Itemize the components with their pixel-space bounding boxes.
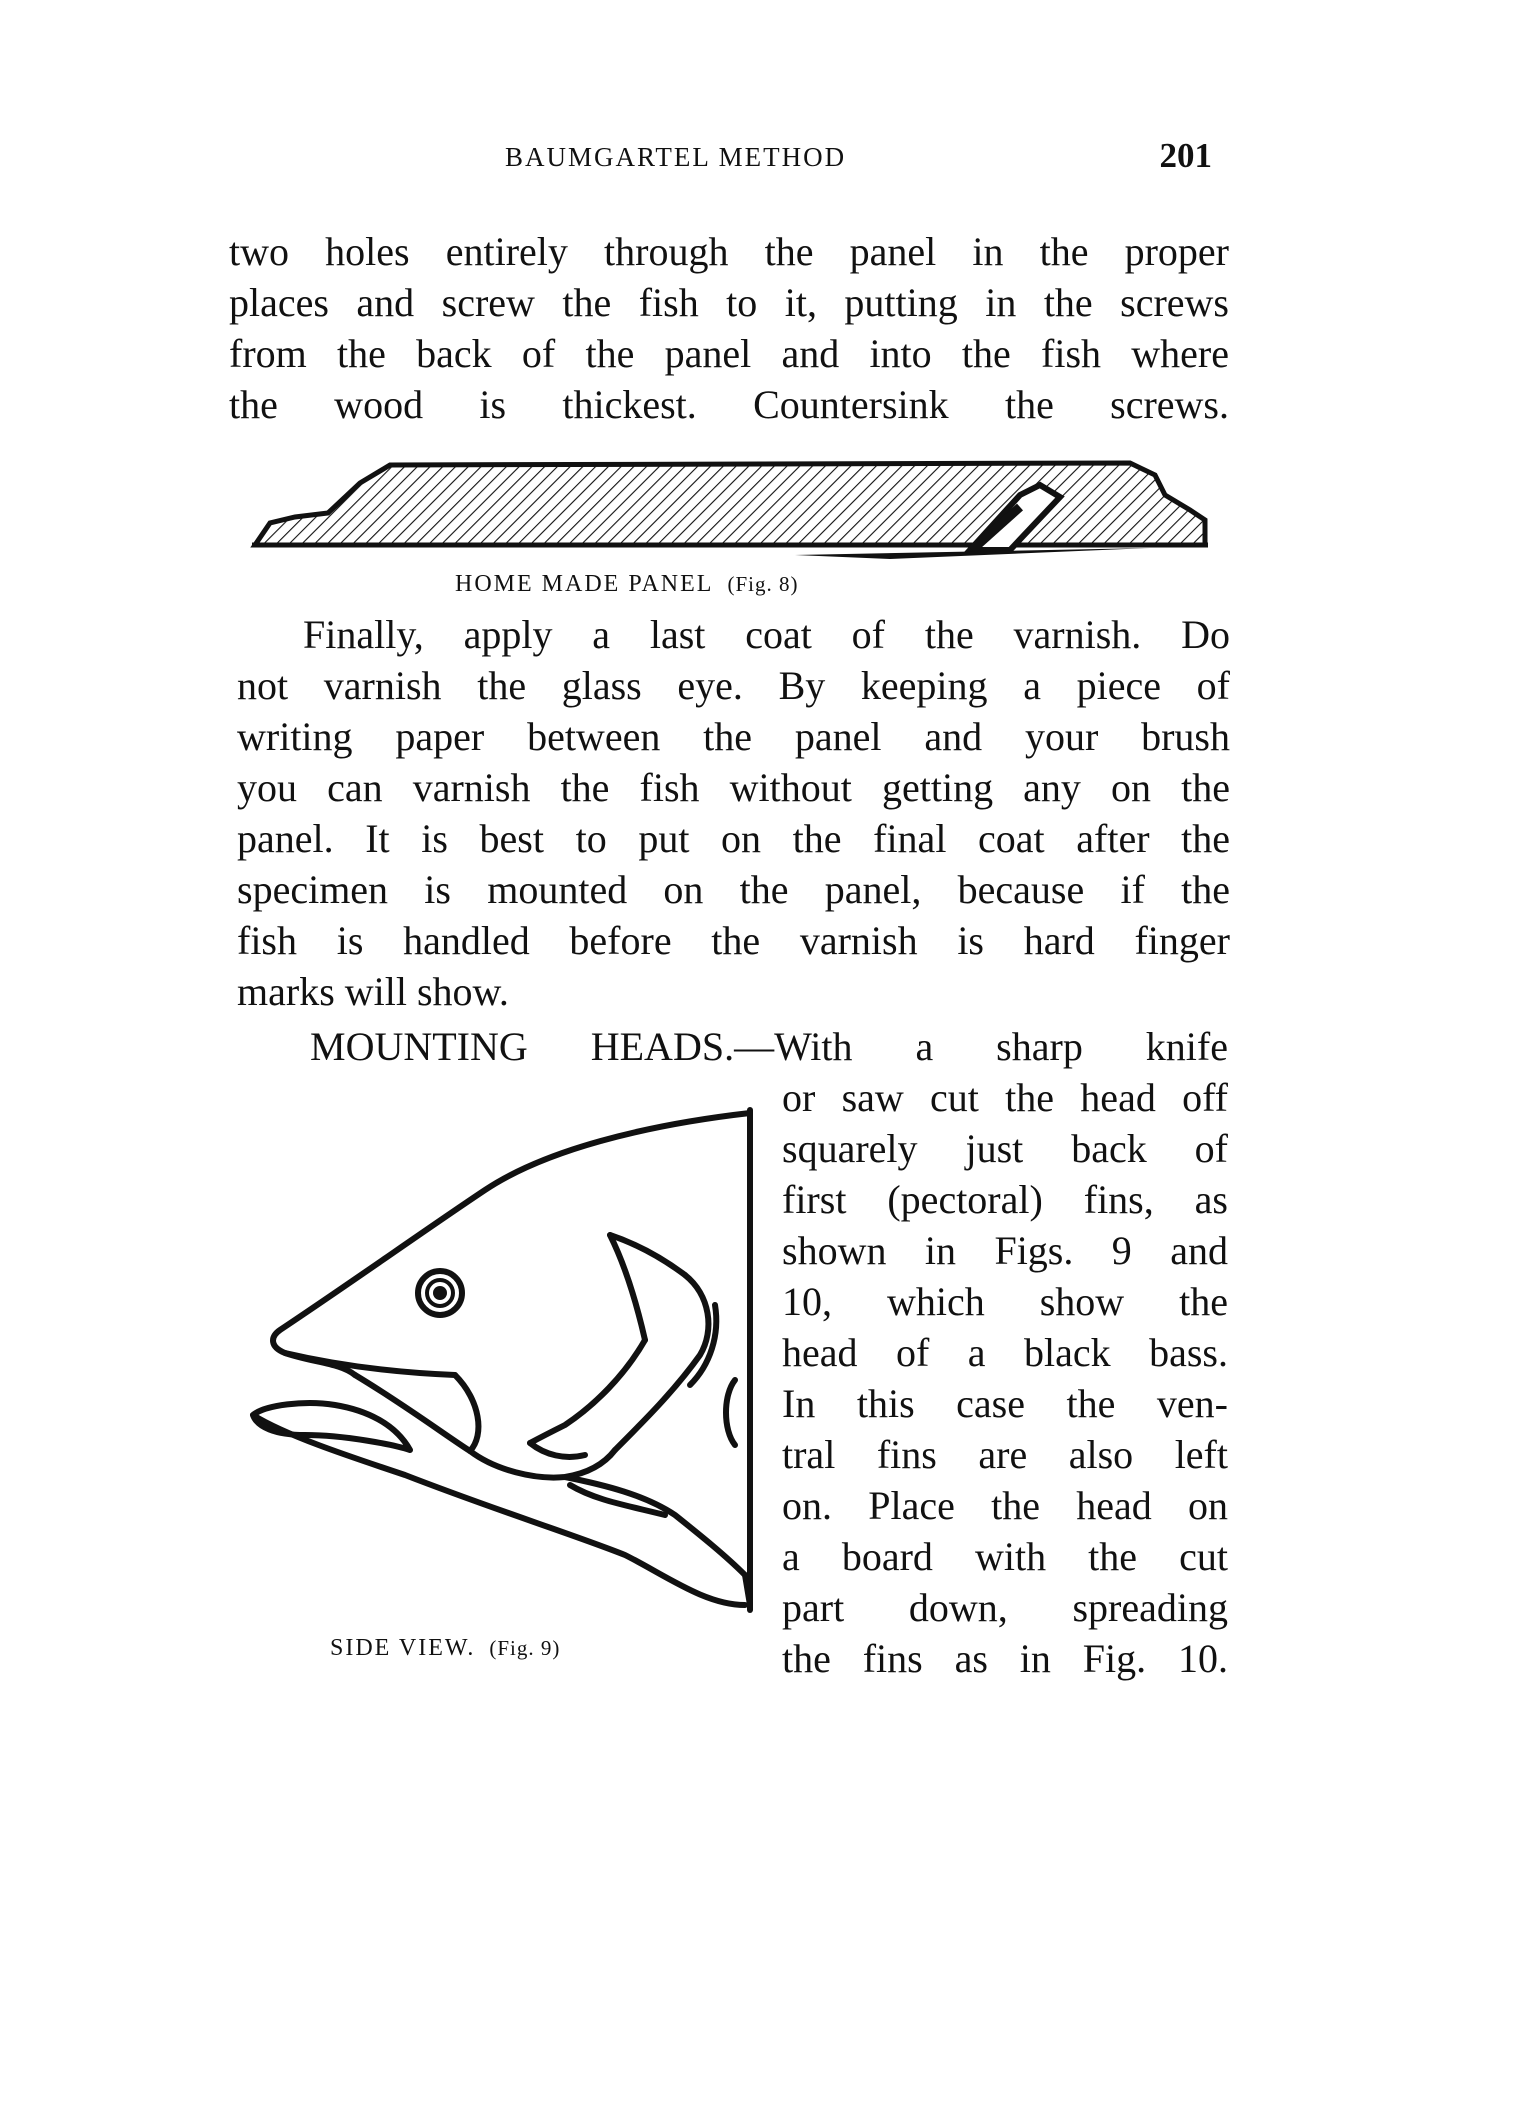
text-line: part down, spreading — [782, 1585, 1228, 1630]
text-line: on. Place the head on — [782, 1483, 1228, 1528]
figure-caption-fig8 — [455, 571, 798, 598]
text-line: a board with the cut — [782, 1534, 1228, 1579]
text-line: marks will show. — [237, 969, 509, 1014]
text-line: shown in Figs. 9 and — [782, 1228, 1228, 1273]
text-line: tral fins are also left — [782, 1432, 1228, 1477]
text-line: you can varnish the fish without getting any on the — [237, 765, 1230, 810]
text-line: MOUNTING HEADS.—With a sharp knife — [310, 1024, 1228, 1069]
text-line: first (pectoral) fins, as — [782, 1177, 1228, 1222]
paragraph-varnish — [237, 609, 1230, 1017]
caption-text: HOME MADE PANEL — [455, 571, 714, 597]
paragraph-mounting-heads-lead — [310, 1021, 1228, 1072]
text-line: not varnish the glass eye. By keeping a piece of — [237, 663, 1230, 708]
text-line: the wood is thickest. Countersink the screws. — [229, 382, 1229, 427]
text-line: fish is handled before the varnish is hard finger — [237, 918, 1230, 963]
caption-text: SIDE VIEW. — [330, 1635, 476, 1661]
text-line: head of a black bass. — [782, 1330, 1228, 1375]
running-head — [230, 138, 1230, 178]
text-line: In this case the ven- — [782, 1381, 1228, 1426]
figure-caption-fig9 — [330, 1635, 560, 1662]
home-made-panel-illustration — [250, 455, 1210, 570]
figure-label: (Fig. 9) — [489, 1636, 561, 1660]
text-line: 10, which show the — [782, 1279, 1228, 1324]
text-line: squarely just back of — [782, 1126, 1228, 1171]
text-line: writing paper between the panel and your brush — [237, 714, 1230, 759]
text-line: from the back of the panel and into the fish where — [229, 331, 1229, 376]
running-title: BAUMGARTEL METHOD — [505, 142, 847, 172]
text-line: or saw cut the head off — [782, 1075, 1228, 1120]
figure-label: (Fig. 8) — [727, 572, 799, 596]
text-line: specimen is mounted on the panel, because if the — [237, 867, 1230, 912]
text-line: panel. It is best to put on the final coat after the — [237, 816, 1230, 861]
fish-head-side-view-illustration — [245, 1105, 780, 1630]
paragraph-panel-screws — [229, 226, 1229, 430]
text-line: Finally, apply a last coat of the varnish. Do — [303, 612, 1230, 657]
page-number: 201 — [1159, 136, 1212, 175]
text-line: places and screw the fish to it, putting in the screws — [229, 280, 1229, 325]
text-line: two holes entirely through the panel in the proper — [229, 229, 1229, 274]
paragraph-mounting-heads-body — [782, 1072, 1228, 1684]
text-line: the fins as in Fig. 10. — [782, 1636, 1228, 1681]
